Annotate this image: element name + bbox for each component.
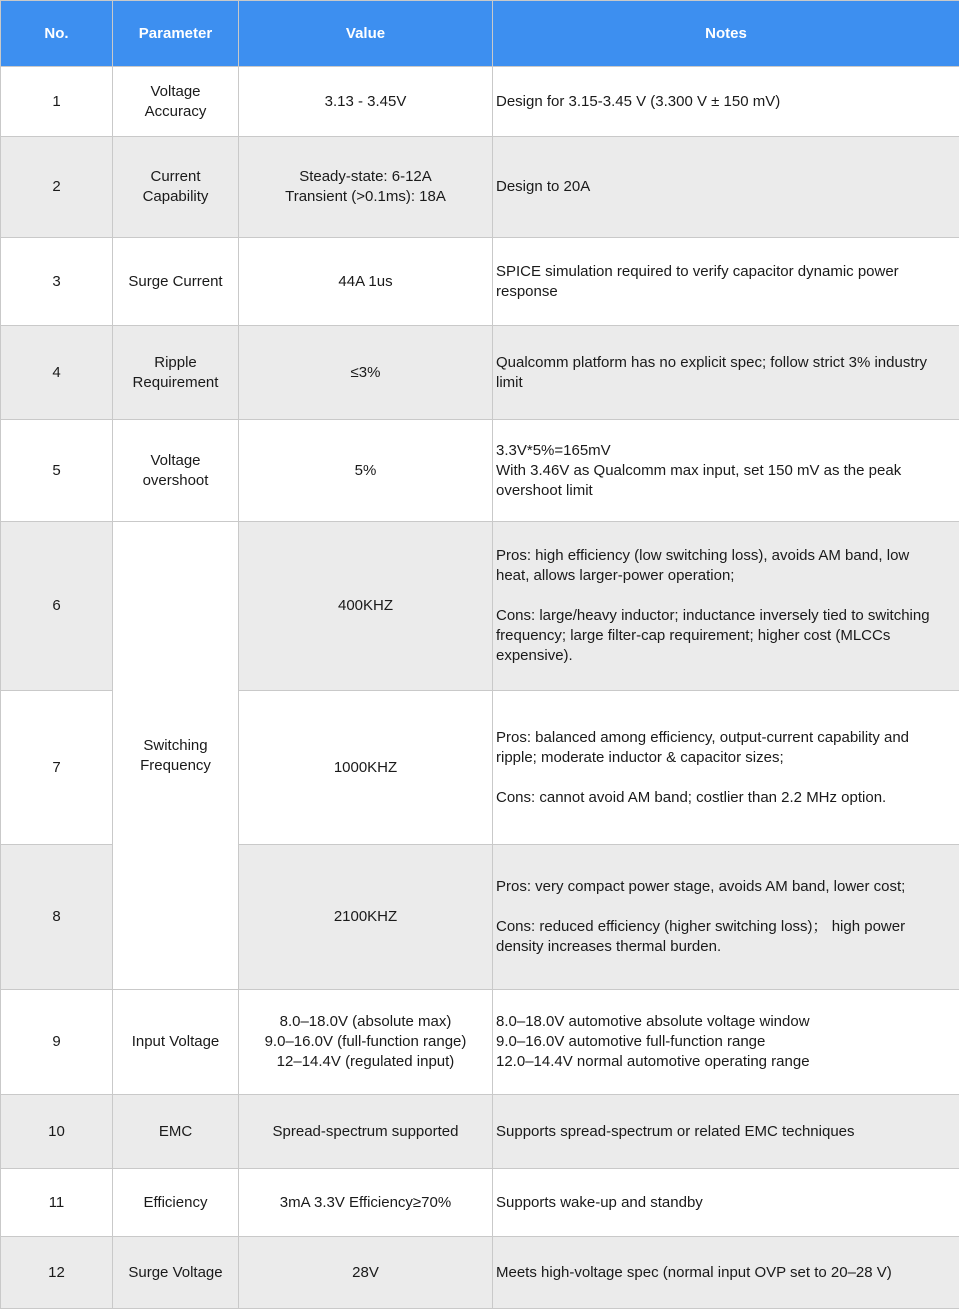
row-notes [493, 238, 959, 326]
notes-line: Cons: cannot avoid AM band; costlier than 2.2 MHz option. [496, 788, 887, 806]
row-no: 11 [1, 1169, 113, 1237]
row-notes [493, 1095, 959, 1169]
notes-line: Supports spread-spectrum or related EMC techniques [496, 1122, 855, 1140]
notes-line: density increases thermal burden. [496, 938, 722, 955]
row-no: 6 [1, 522, 113, 691]
value-line: ≤3% [350, 363, 381, 381]
value-line: Transient (>0.1ms): 18A [285, 188, 446, 205]
notes-line: Qualcomm platform has no explicit spec; follow strict 3% industry [496, 353, 927, 371]
row-value [239, 691, 493, 845]
parameter-line: Voltage [150, 451, 201, 469]
value-line: 12–14.4V (regulated input) [276, 1053, 455, 1070]
value-line: 9.0–16.0V (full-function range) [264, 1033, 467, 1050]
row-notes [493, 691, 959, 845]
row-value [239, 67, 493, 137]
row-parameter [113, 326, 239, 420]
notes-line: response [496, 282, 558, 300]
row-value [239, 990, 493, 1095]
table-row [1, 1237, 959, 1309]
row-parameter [113, 1169, 239, 1237]
row-no: 7 [1, 691, 113, 845]
table-row [1, 238, 959, 326]
row-no: 8 [1, 845, 113, 990]
notes-line: 8.0–18.0V automotive absolute voltage window [496, 1013, 810, 1030]
notes-line: Supports wake-up and standby [496, 1193, 703, 1211]
notes-line: limit [496, 373, 523, 391]
notes-line: Cons: reduced efficiency (higher switching loss)； high power [496, 918, 906, 935]
notes-spacer [496, 897, 956, 917]
table-row [1, 990, 959, 1095]
value-line: 44A 1us [338, 272, 393, 290]
notes-line: 12.0–14.4V normal automotive operating range [496, 1053, 810, 1070]
notes-line: Meets high-voltage spec (normal input OVP set to 20–28 V) [496, 1263, 892, 1281]
notes-line: With 3.46V as Qualcomm max input, set 150 mV as the peak [496, 461, 902, 479]
row-value [239, 845, 493, 990]
value-line: Spread-spectrum supported [272, 1122, 459, 1140]
row-parameter [113, 990, 239, 1095]
parameter-line: Ripple [154, 353, 197, 371]
row-parameter [113, 420, 239, 522]
notes-line: Design for 3.15-3.45 V (3.300 V ± 150 mV) [496, 92, 781, 110]
parameter-line: Accuracy [144, 102, 207, 120]
row-notes [493, 990, 959, 1095]
row-parameter [113, 522, 239, 990]
row-notes [493, 1237, 959, 1309]
parameter-line: Voltage [150, 82, 201, 100]
parameter-line: Input Voltage [131, 1033, 220, 1050]
row-no: 3 [1, 238, 113, 326]
row-no: 2 [1, 137, 113, 238]
table-row [1, 1095, 959, 1169]
notes-spacer [496, 768, 956, 788]
header-value: Value [239, 1, 493, 67]
value-line: 8.0–18.0V (absolute max) [279, 1013, 452, 1030]
row-value [239, 1169, 493, 1237]
notes-spacer [496, 586, 956, 606]
notes-line: Pros: balanced among efficiency, output-current capability and [496, 728, 910, 746]
row-value [239, 137, 493, 238]
row-notes [493, 845, 959, 990]
parameter-line: overshoot [142, 471, 209, 489]
header-notes: Notes [493, 1, 959, 67]
table-row [1, 1169, 959, 1237]
parameter-line: Surge Voltage [128, 1263, 223, 1281]
row-no: 1 [1, 67, 113, 137]
value-line: 2100KHZ [333, 908, 398, 925]
row-no: 5 [1, 420, 113, 522]
parameter-line: Requirement [132, 373, 219, 391]
row-parameter [113, 1237, 239, 1309]
row-value [239, 326, 493, 420]
parameter-line: Frequency [140, 756, 211, 774]
row-notes [493, 137, 959, 238]
table-row [1, 67, 959, 137]
parameter-line: Capability [142, 188, 209, 205]
parameter-line: Surge Current [128, 272, 223, 290]
table-row [1, 137, 959, 238]
value-line: 3.13 - 3.45V [324, 92, 407, 110]
parameter-line: Current [150, 168, 201, 185]
row-notes [493, 67, 959, 137]
notes-line: Pros: high efficiency (low switching loss), avoids AM band, low [496, 547, 910, 564]
notes-line: 9.0–16.0V automotive full-function range [496, 1033, 766, 1050]
row-notes [493, 326, 959, 420]
value-line: 3mA 3.3V Efficiency≥70% [279, 1193, 452, 1211]
table-row [1, 326, 959, 420]
value-line: 400KHZ [337, 597, 394, 614]
row-value [239, 1095, 493, 1169]
notes-line: 3.3V*5%=165mV [496, 441, 611, 459]
row-value [239, 238, 493, 326]
row-parameter [113, 137, 239, 238]
row-value [239, 420, 493, 522]
row-parameter [113, 238, 239, 326]
value-line: 5% [354, 461, 377, 479]
header-row [1, 1, 959, 67]
row-parameter [113, 1095, 239, 1169]
header-no: No. [1, 1, 113, 67]
row-notes [493, 420, 959, 522]
row-notes [493, 522, 959, 691]
notes-line: overshoot limit [496, 481, 593, 499]
row-value [239, 1237, 493, 1309]
notes-line: frequency; large filter-cap requirement; higher cost (MLCCs [496, 627, 891, 644]
row-notes [493, 1169, 959, 1237]
value-line: 28V [352, 1263, 379, 1281]
notes-line: heat, allows larger-power operation; [496, 567, 735, 584]
table-row [1, 522, 959, 691]
row-value [239, 522, 493, 691]
row-no: 4 [1, 326, 113, 420]
parameter-line: EMC [158, 1122, 193, 1140]
row-no: 10 [1, 1095, 113, 1169]
notes-line: SPICE simulation required to verify capacitor dynamic power [496, 262, 899, 280]
parameter-line: Efficiency [143, 1193, 208, 1211]
notes-line: Pros: very compact power stage, avoids AM band, lower cost; [496, 878, 906, 895]
parameter-line: Switching [143, 736, 208, 754]
value-line: Steady-state: 6-12A [299, 168, 432, 185]
row-no: 9 [1, 990, 113, 1095]
header-parameter: Parameter [113, 1, 239, 67]
notes-line: Design to 20A [496, 178, 591, 195]
value-line: 1000KHZ [333, 758, 398, 776]
notes-line: ripple; moderate inductor & capacitor sizes; [496, 748, 784, 766]
table-row [1, 420, 959, 522]
notes-line: expensive). [496, 647, 573, 664]
row-no: 12 [1, 1237, 113, 1309]
notes-line: Cons: large/heavy inductor; inductance inversely tied to switching [496, 607, 930, 624]
row-parameter [113, 67, 239, 137]
